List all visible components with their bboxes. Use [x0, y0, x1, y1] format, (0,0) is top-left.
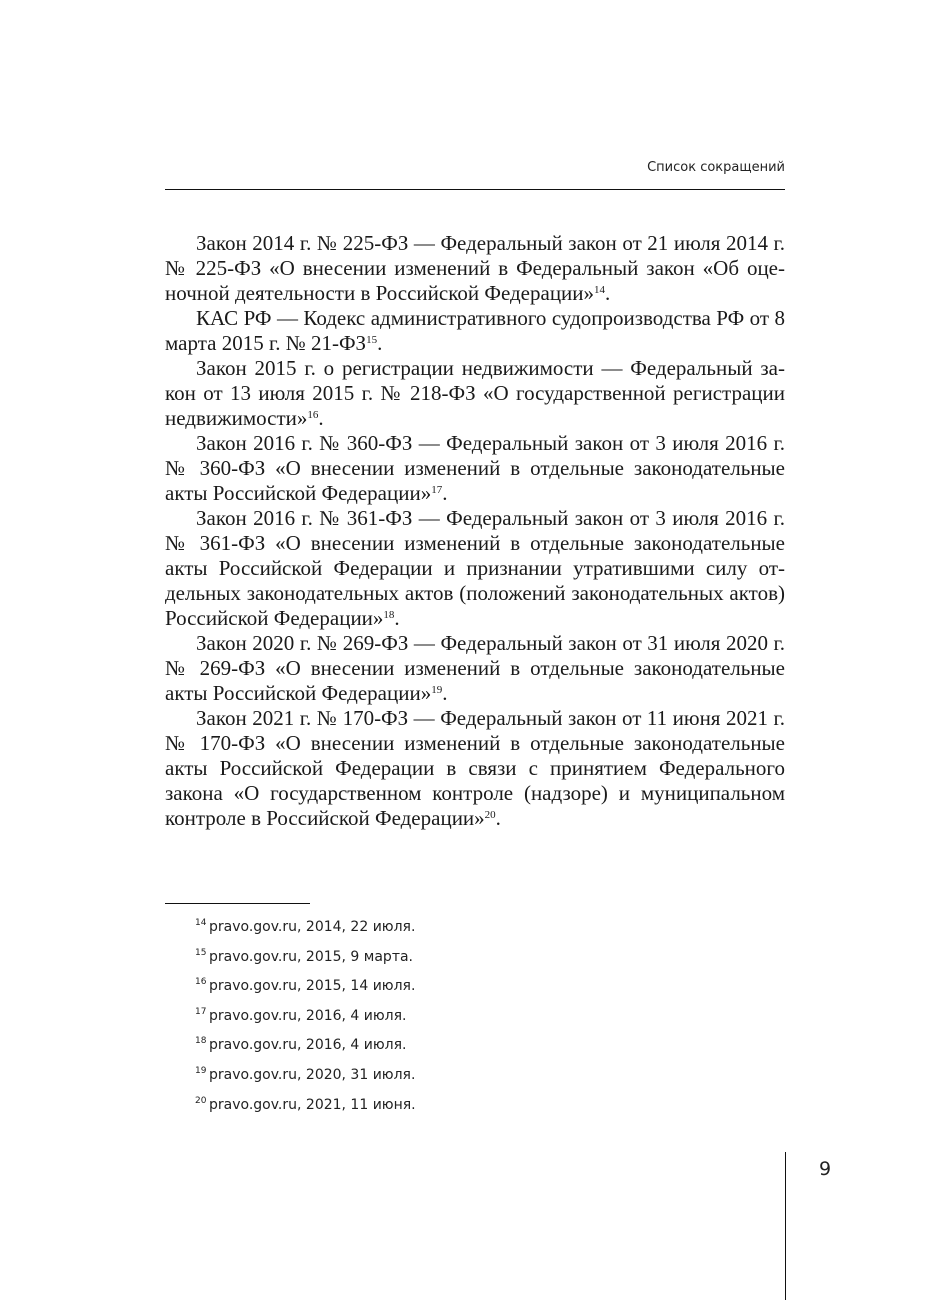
header-rule [165, 189, 785, 190]
footnote-ref[interactable]: 19 [431, 684, 443, 696]
entry-text: КАС РФ — Кодекс административного судопроизводства РФ от 8 марта 2015 г. № 21-ФЗ [165, 306, 785, 355]
footnote-ref[interactable]: 14 [594, 284, 606, 296]
page-number-rule [785, 1152, 786, 1300]
footnote: 17 pravo.gov.ru, 2016, 4 июля. [195, 1006, 407, 1024]
footnote-ref[interactable]: 18 [383, 609, 395, 621]
footnote-text: pravo.gov.ru, 2016, 4 июля. [209, 1037, 407, 1054]
footnote-text: pravo.gov.ru, 2016, 4 июля. [209, 1007, 407, 1024]
footnote-text: pravo.gov.ru, 2014, 22 июля. [209, 919, 416, 935]
entry-text: Закон 2020 г. № 269-ФЗ — Федеральный закон от 31 июля 2020 г. № 269-ФЗ «О внесении изменений в отдельные законодательные акты Российской Федерации» [165, 631, 785, 705]
footnote-ref[interactable]: 17 [431, 484, 443, 496]
abbreviation-list [165, 231, 785, 831]
footnote: 14 pravo.gov.ru, 2014, 22 июля. [195, 918, 416, 935]
entry-text: Закон 2015 г. о регистрации недвижимости — Федеральный закон от 13 июля 2015 г. № 218-ФЗ «О государственной регистрации недвижимости» [165, 356, 785, 430]
entry-tail: . [442, 481, 448, 505]
footnote: 19 pravo.gov.ru, 2020, 31 июля. [195, 1065, 416, 1083]
footnote: 16 pravo.gov.ru, 2015, 14 июля. [195, 977, 416, 995]
abbreviation-entry [165, 231, 785, 306]
entry-text: Закон 2014 г. № 225-ФЗ — Федеральный закон от 21 июля 2014 г. № 225-ФЗ «О внесении изменений в Федеральный закон «Об оценочной деятельности в Российской Федерации» [165, 231, 785, 305]
abbreviation-entry [165, 706, 785, 831]
entry-tail: . [495, 806, 501, 830]
footnote-text: pravo.gov.ru, 2015, 9 марта. [209, 948, 414, 965]
entry-text: Закон 2021 г. № 170-ФЗ — Федеральный закон от 11 июня 2021 г. № 170-ФЗ «О внесении изменений в отдельные законодательные акты Российской Федерации в связи с принятием Федерального закона «О государственном контроле (надзоре) и муниципальном контроле в Российской Федерации» [165, 706, 785, 830]
footnote-ref[interactable]: 20 [484, 809, 496, 821]
footnote-text: pravo.gov.ru, 2020, 31 июля. [209, 1066, 416, 1083]
footnote: 20 pravo.gov.ru, 2021, 11 июня. [195, 1095, 416, 1113]
footnotes-list [195, 917, 755, 1124]
running-header-title: Список сокращений [647, 160, 785, 175]
footnote-text: pravo.gov.ru, 2015, 14 июля. [209, 978, 416, 995]
footnote-ref[interactable]: 16 [307, 409, 319, 421]
entry-text: Закон 2016 г. № 361-ФЗ — Федеральный закон от 3 июля 2016 г. № 361-ФЗ «О внесении изменений в отдельные законодательные акты Российской Федерации и признании утратившими силу отдельных законодательных актов (положений законодательных актов) Российской Федерации» [165, 506, 785, 630]
page-number: 9 [818, 1158, 832, 1180]
entry-tail: . [442, 681, 448, 705]
footnote-separator [165, 903, 310, 904]
abbreviation-entry [165, 306, 785, 356]
entry-tail: . [605, 281, 611, 305]
footnote-ref[interactable]: 15 [366, 334, 378, 346]
abbreviation-entry [165, 631, 785, 706]
footnote: 18 pravo.gov.ru, 2016, 4 июля. [195, 1036, 407, 1054]
footnote-text: pravo.gov.ru, 2021, 11 июня. [209, 1096, 416, 1113]
abbreviation-entry [165, 356, 785, 431]
abbreviation-entry [165, 431, 785, 506]
abbreviation-entry [165, 506, 785, 631]
entry-tail: . [377, 331, 383, 355]
entry-tail: . [318, 406, 324, 430]
entry-tail: . [394, 606, 400, 630]
footnote: 15 pravo.gov.ru, 2015, 9 марта. [195, 947, 414, 965]
entry-text: Закон 2016 г. № 360-ФЗ — Федеральный закон от 3 июля 2016 г. № 360-ФЗ «О внесении изменений в отдельные законодательные акты Российской Федерации» [165, 431, 785, 505]
